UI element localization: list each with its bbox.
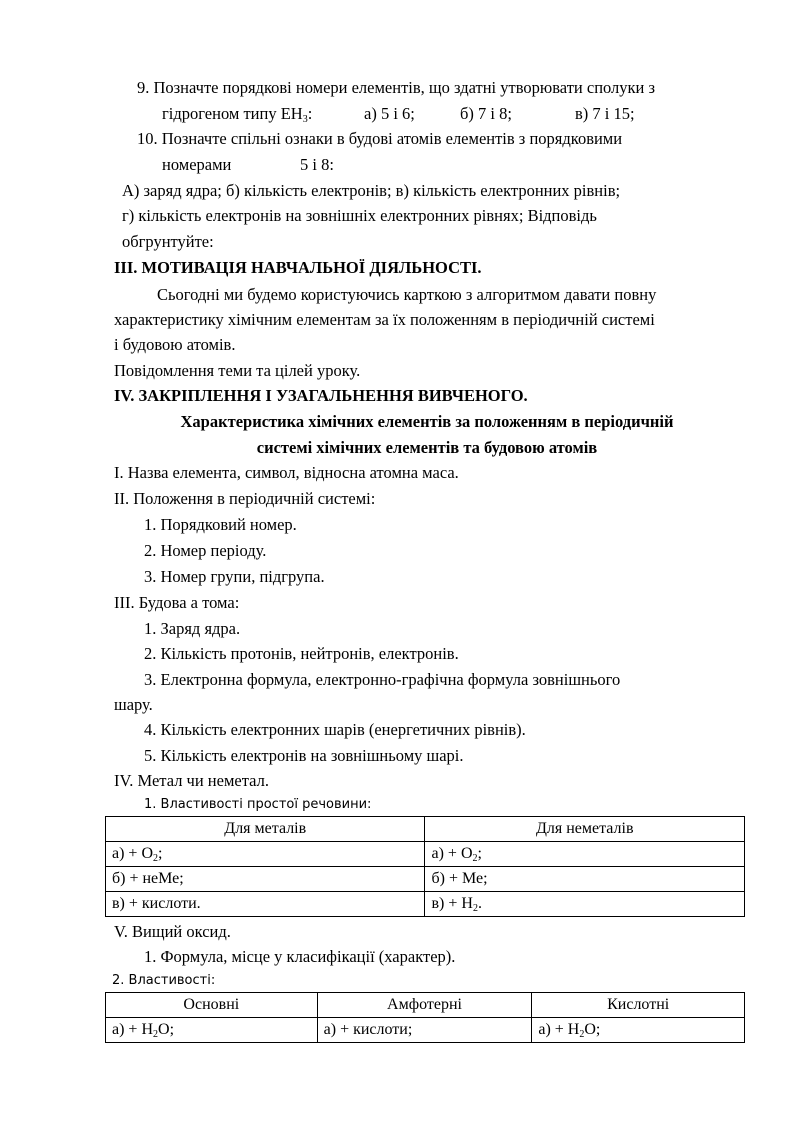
section-3-paragraph-line2: характеристику хімічним елементам за їх положенням в періодичній системі	[114, 310, 655, 329]
section-3-paragraph-line1: Сьогодні ми будемо користуючись карткою з алгоритмом давати повну	[157, 285, 657, 304]
table-cell: $а) + H_2O$;	[106, 1018, 318, 1043]
table-header-row	[106, 817, 745, 842]
table-cell: $а) + O_2$;	[106, 842, 425, 867]
outline-item-5-2: 2. Властивості:	[112, 973, 216, 988]
section-3-paragraph-line3: і будовою атомів.	[114, 335, 236, 354]
outline-item-3-2: 2. Кількість протонів, нейтронів, електронів.	[144, 644, 459, 663]
outline-item-3-3-cont: шару.	[114, 695, 153, 714]
card-title-line2: системі хімічних елементів та будовою атомів	[256, 438, 598, 457]
table-row	[106, 867, 745, 892]
outline-item-2-3: 3. Номер групи, підгрупа.	[144, 567, 325, 586]
section-4-heading: IV. ЗАКРІПЛЕННЯ І УЗАГАЛЬНЕННЯ ВИВЧЕНОГО.	[114, 386, 528, 405]
table-cell: в) + кислоти.	[106, 892, 425, 917]
table-row	[106, 892, 745, 917]
outline-item-2-1: 1. Порядковий номер.	[144, 515, 297, 534]
table-header-acidic: Кислотні	[532, 993, 745, 1018]
table-cell: $в) + H_2$.	[425, 892, 745, 917]
outline-item-3-5: 5. Кількість електронів на зовнішньому шарі.	[144, 746, 464, 765]
table-cell: $а) + O_2$;	[425, 842, 745, 867]
table-header-basic: Основні	[106, 993, 318, 1018]
outline-item-4: IV. Метал чи неметал.	[114, 771, 269, 790]
question-10-line5: обгрунтуйте:	[122, 232, 214, 251]
table-row	[106, 1018, 745, 1043]
section-3-topic-line: Повідомлення теми та цілей уроку.	[114, 361, 361, 380]
outline-item-3-1: 1. Заряд ядра.	[144, 619, 241, 638]
outline-item-2-2: 2. Номер періоду.	[144, 541, 267, 560]
question-9-option-c: в) 7 і 15;	[575, 104, 635, 123]
question-10-line4: г) кількість електронів на зовнішніх електронних рівнях; Відповідь	[122, 206, 597, 225]
outline-item-1: I. Назва елемента, символ, відносна атомна маса.	[114, 463, 459, 482]
table-cell: $а) + H_2O$;	[532, 1018, 745, 1043]
question-9-line1: 9. Позначте порядкові номери елементів, що здатні утворювати сполуки з	[137, 78, 656, 97]
question-9-option-a: а) 5 і 6;	[364, 104, 415, 123]
question-10-line2a: номерами	[162, 155, 232, 174]
table-row	[106, 842, 745, 867]
question-10-line2b: 5 і 8:	[300, 155, 334, 174]
table-header-amphoteric: Амфотерні	[317, 993, 532, 1018]
table-header-nonmetals: Для неметалів	[425, 817, 745, 842]
properties-table-oxides	[105, 992, 745, 1043]
table-cell: а) + кислоти;	[317, 1018, 532, 1043]
properties-table-simple-substance	[105, 816, 745, 917]
outline-item-3-3: 3. Електронна формула, електронно-графічна формула зовнішнього	[144, 670, 621, 689]
question-10-line3: А) заряд ядра; б) кількість електронів; в) кількість електронних рівнів;	[122, 181, 621, 200]
question-9-line2: гідрогеном типу $ЕН_3$:	[162, 104, 313, 125]
question-10-line1: 10. Позначте спільні ознаки в будові атомів елементів з порядковими	[137, 129, 623, 148]
outline-item-2: II. Положення в періодичній системі:	[114, 489, 376, 508]
table-cell: б) + Ме;	[425, 867, 745, 892]
card-title-line1: Характеристика хімічних елементів за положенням в періодичній	[180, 412, 674, 431]
question-9-option-b: б) 7 і 8;	[460, 104, 512, 123]
table-header-metals: Для металів	[106, 817, 425, 842]
table-header-row	[106, 993, 745, 1018]
outline-item-3-4: 4. Кількість електронних шарів (енергетичних рівнів).	[144, 720, 526, 739]
outline-item-3: III. Будова а тома:	[114, 593, 240, 612]
outline-item-4-1: 1. Властивості простої речовини:	[144, 797, 372, 812]
section-3-heading: ІІІ. МОТИВАЦІЯ НАВЧАЛЬНОЇ ДІЯЛЬНОСТІ.	[114, 258, 482, 277]
table-cell: б) + неМе;	[106, 867, 425, 892]
outline-item-5: V. Вищий оксид.	[114, 922, 231, 941]
outline-item-5-1: 1. Формула, місце у класифікації (характер).	[144, 947, 456, 966]
